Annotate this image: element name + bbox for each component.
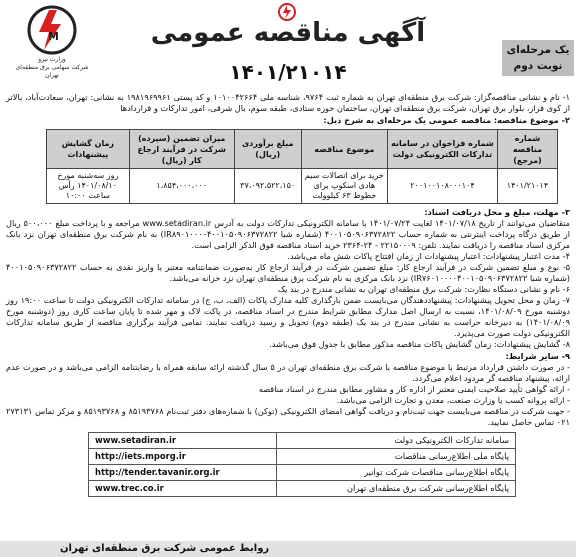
logo-line2: شرکت سهامی برق منطقه‌ای تهران xyxy=(15,64,89,79)
condition-item: - ارائه پروانه کسب یا وزارت صنعت، معدن و تجارت الزامی می‌باشد. xyxy=(336,395,570,405)
phase-line2: نوبت دوم xyxy=(513,60,563,72)
col-header: موضوع مناقصه xyxy=(301,130,387,169)
section-9-heading: ۹- سایر شرایط: xyxy=(505,351,570,361)
table-cell: ۱،۸۵۴،۰۰۰،۰۰۰ xyxy=(129,169,234,204)
website-link[interactable]: http://tender.tavanir.org.ir xyxy=(89,465,277,481)
phase-line1: یک مرحله‌ای xyxy=(506,44,570,56)
section-5: ۵- نوع و مبلغ تضمین شرکت در فرآیند ارجاع کار: مبلغ تضمین شرکت در فرآیند ارجاع کار به‌صورت ضمانتنامه معتبر یا واریز نقدی به حساب ۴۰۰۱۰۵۰۹۰۶۳۷۲۸۲۲ (شماره شبا IR۷۶۰۱۰۰۰۰۴۰۰۱۰۵۰۹۰۶۳۷۲۸۲۲) نزد بانک مرکزی به نام شرکت برق منطقه‌ای تهران نزد خزانه می‌باشد. xyxy=(6,262,570,283)
condition-item: - جهت شرکت در مناقصه می‌بایست جهت ثبت‌نام و دریافت گواهی امضای الکترونیکی (توکن) با شماره‌های دفتر ثبت‌نام ۸۵۱۹۳۷۶۸ و ۸۵۱۹۳۷۶۸ و مرکز تماس ۲۷۳۱۳۱ ۰۲۱ تماس حاصل نمایید. xyxy=(6,406,570,427)
website-link[interactable]: http://iets.mporg.ir xyxy=(89,449,277,465)
table-cell: ۱۴۰۱/۲۱۰۱۴ xyxy=(497,169,557,204)
website-label: پایگاه ملی اطلاع‌رسانی مناقصات xyxy=(276,449,515,465)
section-6: ۶- نام و نشانی دستگاه نظارت: شرکت برق منطقه‌ای تهران به نشانی مندرج در بند یک xyxy=(277,284,570,294)
website-row xyxy=(89,481,516,497)
tender-table xyxy=(46,129,558,204)
table-header-row xyxy=(47,130,558,169)
website-link[interactable]: www.setadiran.ir xyxy=(89,433,277,449)
table-cell: روز سه‌شنبه مورخ ۱۴۰۱/۰۸/۱۰ رأس ساعت ۱۰:۰۰ xyxy=(47,169,130,204)
table-cell: ۲۰۰۱۰۰۱۰۸۰۰۰۱۰۴ xyxy=(387,169,497,204)
website-row xyxy=(89,449,516,465)
website-label: پایگاه اطلاع‌رسانی مناقصات شرکت توانیر xyxy=(276,465,515,481)
website-label: سامانه تدارکات الکترونیکی دولت xyxy=(276,433,515,449)
col-header: میزان تضمین (سپرده) شرکت در فرآیند ارجاع کار (ریال) xyxy=(129,130,234,169)
table-cell: ۳۷،۰۹۲،۵۲۲،۱۵۰ xyxy=(234,169,301,204)
section-7: ۷- زمان و محل تحویل پیشنهادات: پیشنهاددهندگان می‌بایست ضمن بارگذاری کلیه مدارک پاکات (الف، ب، ج) در سامانه تدارکات الکترونیکی دولت تا ساعت ۱۹:۰۰ روز دوشنبه مورخ ۱۴۰۱/۰۸/۰۹، نسبت به ارسال اصل مدارک مطابق شرایط مندرج در اسناد مناقصه، در پاکت لاک و مهر شده تا پایان ساعت کاری روز (دوشنبه مورخ ۱۴۰۱/۰۸/۰۹) به دبیرخانه حراست به نشانی مندرج در بند یک (طبقه دوم) تحویل و رسید دریافت نمایند. تمامی فرآیند برگزاری مناقصه از طریق سامانه تدارکات الکترونیکی دولت صورت می‌پذیرد. xyxy=(6,295,570,338)
col-header: شماره فراخوان در سامانه تدارکات الکترونیکی دولت xyxy=(387,130,497,169)
website-row xyxy=(89,433,516,449)
col-header: مبلغ برآوردی (ریال) xyxy=(234,130,301,169)
lightning-logo-icon xyxy=(25,4,79,56)
website-label: پایگاه اطلاع‌رسانی شرکت برق منطقه‌ای تهران xyxy=(276,481,515,497)
websites-table xyxy=(88,432,516,497)
section-4: ۴- مدت اعتبار پیشنهادات: اعتبار پیشنهادات از زمان افتتاح پاکات شش ماه می‌باشد. xyxy=(287,251,570,261)
section-3: متقاضیان می‌توانند از تاریخ ۱۴۰۱/۰۷/۱۸ لغایت ۱۴۰۱/۰۷/۲۴ با سامانه الکترونیکی تدارکات دولت به آدرس www.setadiran.ir مراجعه و با پرداخت مبلغ ۵۰۰،۰۰۰ ریال از طریق درگاه پرداخت اینترنتی به شماره حساب ۴۰۰۱۰۵۰۹۰۶۳۷۲۸۲۲ (شماره شبا IR۸۹۰۱۰۰۰۰۴۰۰۱۰۵۰۹۰۶۳۷۲۸۲۲) به نام شرکت برق منطقه‌ای تهران نزد بانک مرکزی اسناد مناقصه را دریافت نمایند. تلفن: ۲۲۱۵۰۰۰۹ - ۲۴-۲۳۶۴ خرید اسناد مناقصه فوق الذکر الزامی است. xyxy=(6,218,570,250)
company-logo xyxy=(12,4,92,80)
section-8: ۸- گشایش پیشنهادات: زمان گشایش پاکات مناقصه مذکور مطابق با جدول فوق می‌باشد. xyxy=(269,339,570,349)
condition-item: - ارائه گواهی تأیید صلاحیت ایمنی معتبر از اداره کار و مشاور مطابق مندرج در اسناد مناقصه xyxy=(258,384,570,394)
header xyxy=(0,0,576,92)
page-title: آگهی مناقصه عمومی xyxy=(150,18,426,48)
website-link[interactable]: www.trec.co.ir xyxy=(89,481,277,497)
condition-item: - در صورت داشتن قرارداد مرتبط با موضوع مناقصه با شرکت برق منطقه‌ای تهران در ۵ سال گذشته ارائه سابقه همراه با رضایتنامه الزامی می‌باشد و در صورت عدم ارائه، پیشنهاد مناقصه گر مردود اعلام می‌گردد. xyxy=(6,362,571,383)
footer-text: روابط عمومی شرکت برق منطقه‌ای تهران xyxy=(60,543,270,554)
section-1: ۱- نام و نشانی مناقصه‌گزار: شرکت برق منطقه‌ای تهران به شماره ثبت ۹۷۶۴، شناسه ملی ۱۰۱۰۰۴۲۶۶۴ و کد پستی ۱۹۸۱۹۶۹۹۶۱ به نشانی: تهران، سعادت‌آباد، بالاتر از کوی فراز، بلوار برق تهران، شرکت برق منطقه‌ای تهران، ساختمان حوزه ستادی، طبقه سوم، بال شرقی، امور تدارکات و قراردادها xyxy=(6,92,571,113)
table-cell: خرید برای اتصالات سیم هادی اسکوپ برای خطوط ۶۳ کیلوولت xyxy=(301,169,387,204)
tender-number: ۱۴۰۱/۲۱۰۱۴ xyxy=(229,60,347,84)
website-row xyxy=(89,465,516,481)
section-3-heading: ۳- مهلت، مبلغ و محل دریافت اسناد: xyxy=(424,207,570,217)
col-header: شماره مناقصه (مرجع) xyxy=(497,130,557,169)
svg-text:M: M xyxy=(48,30,59,43)
col-header: زمان گشایش پیشنهادات xyxy=(47,130,130,169)
logo-line1: وزارت نیرو xyxy=(38,56,66,63)
footer-bar xyxy=(0,541,576,557)
section-2-heading: ۲- موضوع مناقصه: مناقصه عمومی یک مرحله‌ای به شرح ذیل: xyxy=(323,115,570,125)
ad-body xyxy=(0,92,576,497)
phase-badge xyxy=(502,40,574,76)
table-row xyxy=(47,169,558,204)
